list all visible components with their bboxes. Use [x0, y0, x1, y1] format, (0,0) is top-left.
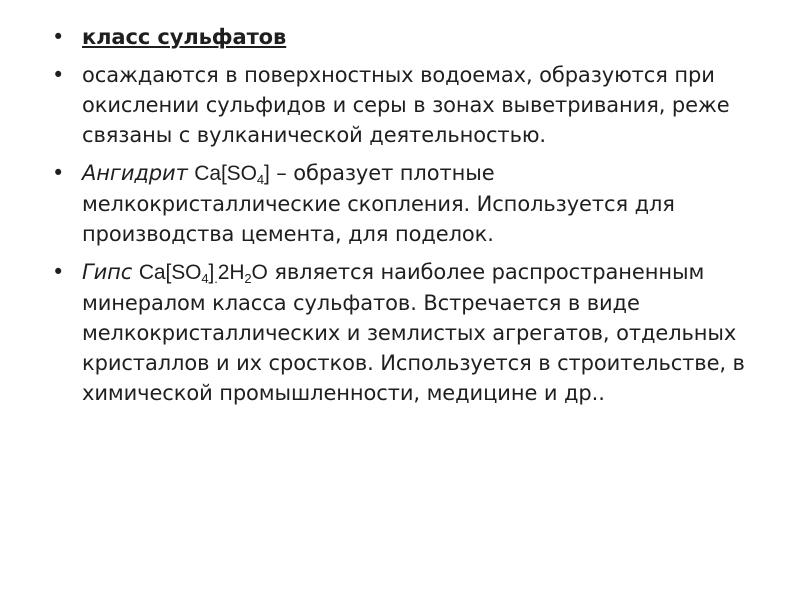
anhydrite-text: – образует плотные мелкокристаллические скопления. Используется для производства цемента, для поделок.: [82, 161, 675, 246]
formula-part: O: [251, 261, 268, 284]
bullet-description: [52, 60, 752, 150]
formula-dot: .: [214, 271, 218, 286]
gypsum-name: Гипс: [82, 260, 133, 284]
formula-part: Ca[SO: [194, 162, 257, 185]
gypsum-text: является наиболее распространенным минералом класса сульфатов. Встречается в виде мелкокристаллических и землистых агрегатов, отдельных кристаллов и их сростков. Используется в строительстве, в химической промышленности, медицине и др..: [82, 260, 745, 405]
bullet-list: [52, 22, 752, 416]
gypsum-formula: [139, 261, 268, 284]
formula-part: 2H: [217, 261, 245, 284]
bullet-anhydrite: [52, 158, 752, 249]
anhydrite-formula: [194, 162, 269, 185]
bullet-icon: •: [52, 260, 65, 284]
anhydrite-name: Ангидрит: [82, 161, 188, 185]
bullet-icon: •: [52, 161, 65, 185]
formula-subscript: 2: [244, 271, 252, 286]
bullet-icon: •: [52, 63, 65, 87]
formula-part: Ca[SO: [138, 261, 202, 284]
bullet-gypsum: [52, 257, 752, 408]
bullet-icon: •: [52, 25, 65, 49]
class-heading: класс сульфатов: [82, 25, 287, 49]
description-text: осаждаются в поверхностных водоемах, образуются при окислении сульфидов и серы в зонах выветривания, реже связаны с вулканической деятельностью.: [82, 63, 730, 147]
formula-subscript: 4: [256, 172, 264, 187]
formula-part: ]: [263, 162, 270, 185]
formula-subscript: 4: [201, 271, 209, 286]
bullet-heading: [52, 22, 752, 52]
formula-part: ]: [208, 261, 215, 284]
